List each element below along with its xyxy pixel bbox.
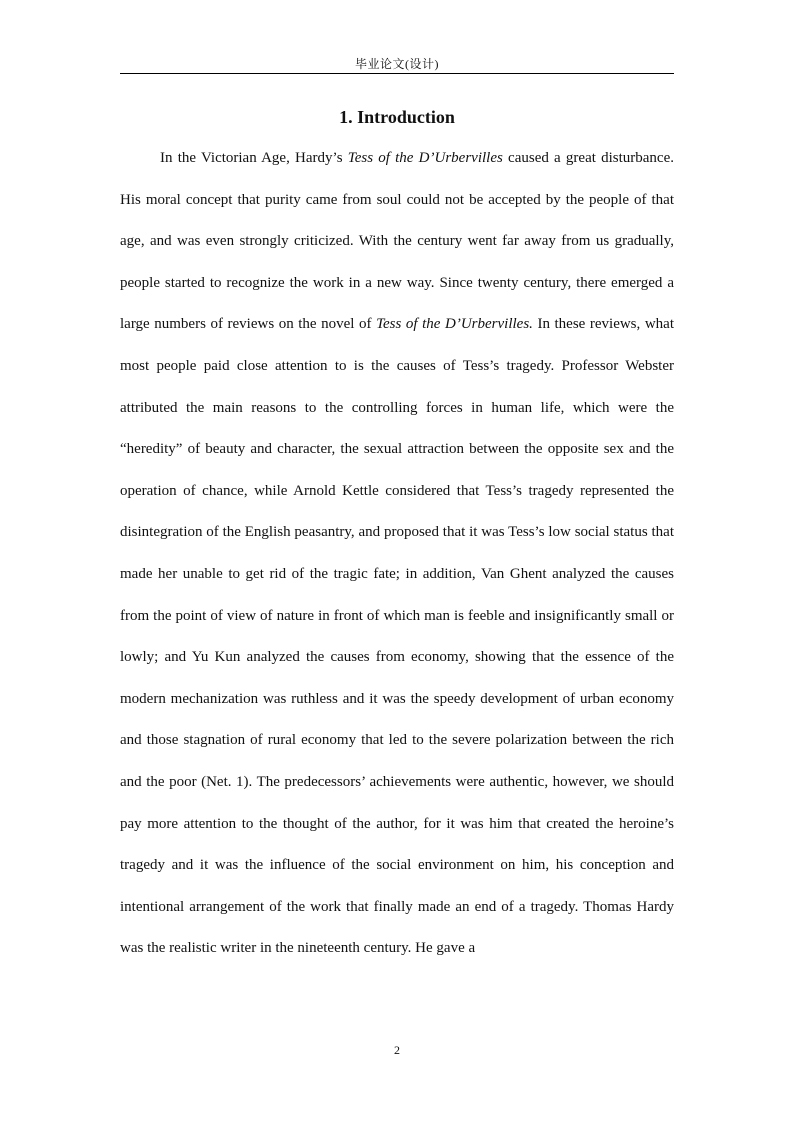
section-title: 1. Introduction <box>339 107 455 127</box>
page-number: 2 <box>394 1043 400 1057</box>
running-header: 毕业论文(设计) <box>355 57 439 71</box>
paragraph-text-1: In the Victorian Age, Hardy’s <box>160 150 348 166</box>
novel-title: Tess of the D’Urbervilles. <box>376 316 533 333</box>
body-paragraph <box>120 138 674 970</box>
novel-title: Tess of the D’Urbervilles <box>347 150 503 166</box>
paragraph-text-2: caused a great disturbance. His moral concept that purity came from soul could not be accepted by the people of that age, and was even strongly criticized. With the century went far away from us gradually, people started to recognize the work in a new way. Since twenty century, there emerged a large numbers of reviews on the novel of <box>120 150 674 333</box>
header-rule <box>120 73 674 74</box>
paragraph-text-3: In these reviews, what most people paid close attention to is the causes of Tess’s tragedy. Professor Webster attributed the main reasons to the controlling forces in human life, which were the “heredity” of beauty and character, the sexual attraction between the opposite sex and the operation of chance, while Arnold Kettle considered that Tess’s tragedy represented the disintegration of the English peasantry, and proposed that it was Tess’s low social status that made her unable to get rid of the tragic fate; in addition, Van Ghent analyzed the causes from the point of view of nature in front of which man is feeble and insignificantly small or lowly; and Yu Kun analyzed the causes from economy, showing that the essence of the modern mechanization was ruthless and it was the speedy development of urban economy and those stagnation of rural economy that led to the severe polarization between the rich and the poor (Net. 1). The predecessors’ achievements were authentic, however, we should pay more attention to the thought of the author, for it was him that created the heroine’s tragedy and it was the influence of the social environment on him, his conception and intentional arrangement of the work that finally made an end of a tragedy. Thomas Hardy was the realistic writer in the nineteenth century. He gave a <box>120 316 674 957</box>
